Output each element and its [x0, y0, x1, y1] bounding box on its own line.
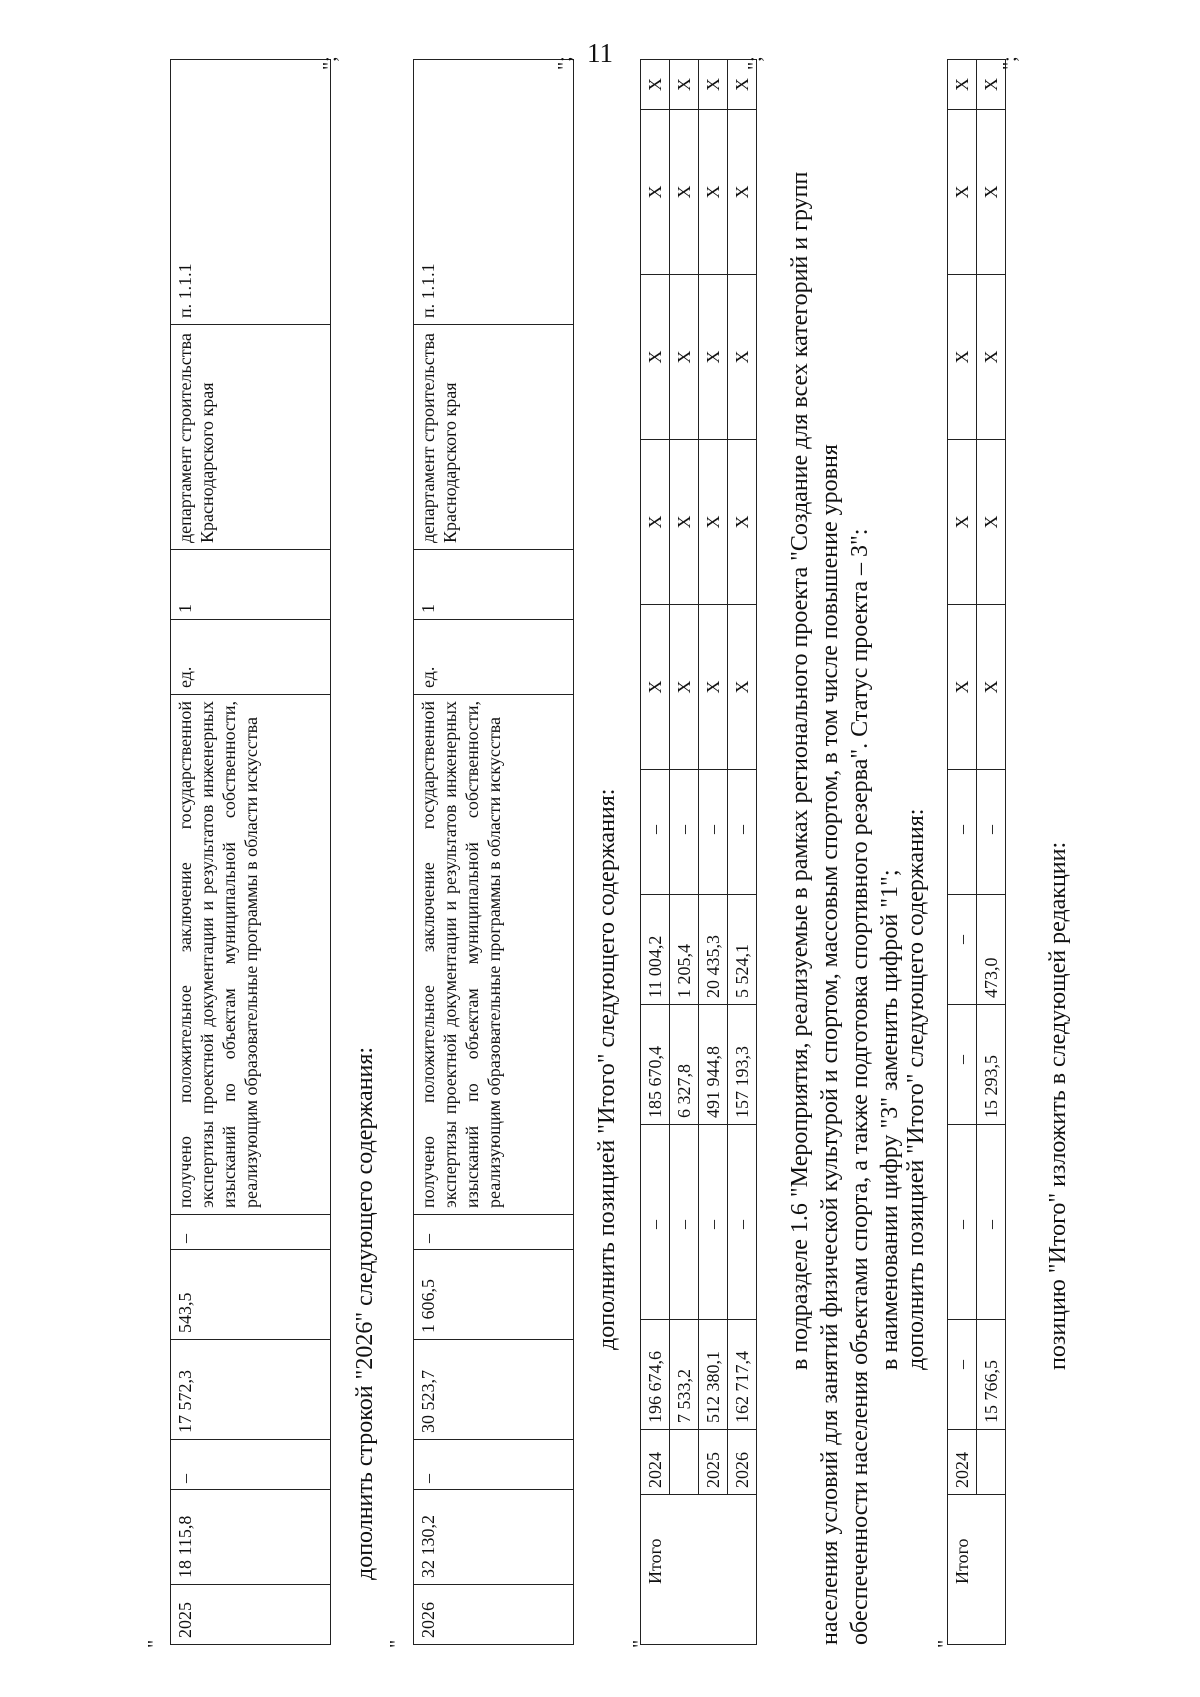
cell-local: 11 004,2 [641, 895, 670, 1005]
cell-other: – [728, 770, 757, 895]
cell-other: – [699, 770, 728, 895]
cell-total: 18 115,8 [171, 1490, 331, 1585]
cell-responsible: департамент строительства Краснодарского края [171, 325, 331, 550]
cell-x: X [641, 275, 670, 440]
cell-x: X [641, 60, 670, 110]
cell-x: X [699, 110, 728, 275]
cell-federal: – [414, 1440, 574, 1490]
cell-x: X [728, 275, 757, 440]
cell-federal: – [171, 1440, 331, 1490]
cell-x: X [977, 275, 1006, 440]
itogo-table-1 [640, 59, 757, 1645]
cell-federal: – [670, 1125, 699, 1320]
cell-local: 543,5 [171, 1250, 331, 1340]
cell-local: – [948, 895, 977, 1005]
cell-x: X [728, 60, 757, 110]
cell-label: Итого [948, 1495, 1006, 1645]
cell-year [977, 1430, 1006, 1495]
table-row [699, 60, 728, 1645]
cell-x: X [977, 440, 1006, 605]
cell-total: 162 717,4 [728, 1320, 757, 1430]
cell-x: X [699, 60, 728, 110]
cell-total: 15 766,5 [977, 1320, 1006, 1430]
cell-local: 5 524,1 [728, 895, 757, 1005]
cell-regional: 157 193,3 [728, 1005, 757, 1125]
cell-x: X [948, 110, 977, 275]
close-quote: "; [554, 56, 576, 70]
cell-label: Итого [641, 1495, 757, 1645]
close-quote: "; [744, 56, 766, 70]
cell-result: получено положительное заключение государственной экспертизы проектной документации и результатов инженерных изысканий по объектам муниципальной собственности, реализующим образовательные программы в области искусства [414, 695, 574, 1215]
close-quote: "; [319, 56, 341, 70]
cell-other: – [670, 770, 699, 895]
close-quote: "; [999, 56, 1021, 70]
cell-other: – [641, 770, 670, 895]
cell-reference: п. 1.1.1 [171, 60, 331, 325]
page-number: 11 [587, 38, 613, 68]
cell-other: – [948, 770, 977, 895]
cell-federal: – [948, 1125, 977, 1320]
cell-regional: 185 670,4 [641, 1005, 670, 1125]
table-row [171, 60, 331, 1645]
cell-federal: – [728, 1125, 757, 1320]
table-row [414, 60, 574, 1645]
cell-x: X [699, 440, 728, 605]
table-row [670, 60, 699, 1645]
cell-total: 512 380,1 [699, 1320, 728, 1430]
cell-x: X [670, 110, 699, 275]
cell-x: X [728, 440, 757, 605]
table-row [977, 60, 1006, 1645]
cell-x: X [670, 275, 699, 440]
cell-x: X [728, 110, 757, 275]
para-line: обеспеченности населения объектами спорта, а также подготовка спортивного резерва". Статус проекта – 3": [847, 528, 873, 1645]
text-add-itogo: дополнить позицией "Итого" следующего содержания: [594, 788, 620, 1350]
cell-total: 196 674,6 [641, 1320, 670, 1430]
cell-total: 7 533,2 [670, 1320, 699, 1430]
cell-x: X [641, 110, 670, 275]
open-quote: " [386, 1639, 408, 1648]
cell-value: 1 [171, 550, 331, 620]
table-row-2025 [170, 59, 331, 1645]
table-row [948, 60, 977, 1645]
cell-reference: п. 1.1.1 [414, 60, 574, 325]
cell-value: 1 [414, 550, 574, 620]
table-row-2026 [413, 59, 574, 1645]
text-last: позицию "Итого" изложить в следующей редакции: [1045, 841, 1071, 1370]
cell-year [670, 1430, 699, 1495]
cell-unit: ед. [414, 620, 574, 695]
cell-federal: – [641, 1125, 670, 1320]
cell-year: 2025 [699, 1430, 728, 1495]
cell-x: X [948, 440, 977, 605]
cell-total: 32 130,2 [414, 1490, 574, 1585]
cell-year: 2024 [641, 1430, 670, 1495]
para-line: дополнить позицией "Итого" следующего содержания: [903, 808, 929, 1370]
cell-x: X [948, 275, 977, 440]
cell-local: 1 205,4 [670, 895, 699, 1005]
cell-local: 1 606,5 [414, 1250, 574, 1340]
cell-x: X [670, 60, 699, 110]
cell-regional: 6 327,8 [670, 1005, 699, 1125]
cell-other: – [171, 1215, 331, 1250]
cell-year: 2025 [171, 1585, 331, 1645]
cell-x: X [699, 605, 728, 770]
cell-regional: 491 944,8 [699, 1005, 728, 1125]
itogo-table-2 [947, 59, 1006, 1645]
rotated-page-content [95, 40, 1195, 1660]
cell-federal: – [977, 1125, 1006, 1320]
cell-local: 20 435,3 [699, 895, 728, 1005]
cell-other: – [977, 770, 1006, 895]
table-row [728, 60, 757, 1645]
open-quote: " [144, 1639, 166, 1648]
para-line: в подразделе 1.6 "Мероприятия, реализуемые в рамках регионального проекта "Создание для всех категорий и групп [787, 171, 813, 1370]
cell-x: X [670, 605, 699, 770]
cell-unit: ед. [171, 620, 331, 695]
cell-other: – [414, 1215, 574, 1250]
text-add-2026: дополнить строкой "2026" следующего содержания: [352, 1046, 378, 1580]
para-line: в наименовании цифру "3" заменить цифрой "1"; [877, 869, 903, 1370]
cell-federal: – [699, 1125, 728, 1320]
cell-x: X [641, 605, 670, 770]
para-line: населения условий для занятий физической культурой и спортом, массовым спортом, в том числе повышение уровня [817, 444, 843, 1645]
cell-regional: 30 523,7 [414, 1340, 574, 1440]
cell-result: получено положительное заключение государственной экспертизы проектной документации и результатов инженерных изысканий по объектам муниципальной собственности, реализующим образовательные программы в области искусства [171, 695, 331, 1215]
open-quote: " [934, 1639, 956, 1648]
cell-regional: – [948, 1005, 977, 1125]
cell-regional: 15 293,5 [977, 1005, 1006, 1125]
cell-x: X [728, 605, 757, 770]
open-quote: " [629, 1639, 651, 1648]
cell-year: 2026 [728, 1430, 757, 1495]
cell-year: 2026 [414, 1585, 574, 1645]
cell-total: – [948, 1320, 977, 1430]
cell-x: X [948, 60, 977, 110]
cell-x: X [977, 110, 1006, 275]
cell-responsible: департамент строительства Краснодарского края [414, 325, 574, 550]
cell-x: X [641, 440, 670, 605]
cell-year: 2024 [948, 1430, 977, 1495]
cell-local: 473,0 [977, 895, 1006, 1005]
cell-x: X [699, 275, 728, 440]
cell-regional: 17 572,3 [171, 1340, 331, 1440]
cell-x: X [670, 440, 699, 605]
table-row [641, 60, 670, 1645]
cell-x: X [948, 605, 977, 770]
cell-x: X [977, 605, 1006, 770]
cell-x: X [977, 60, 1006, 110]
